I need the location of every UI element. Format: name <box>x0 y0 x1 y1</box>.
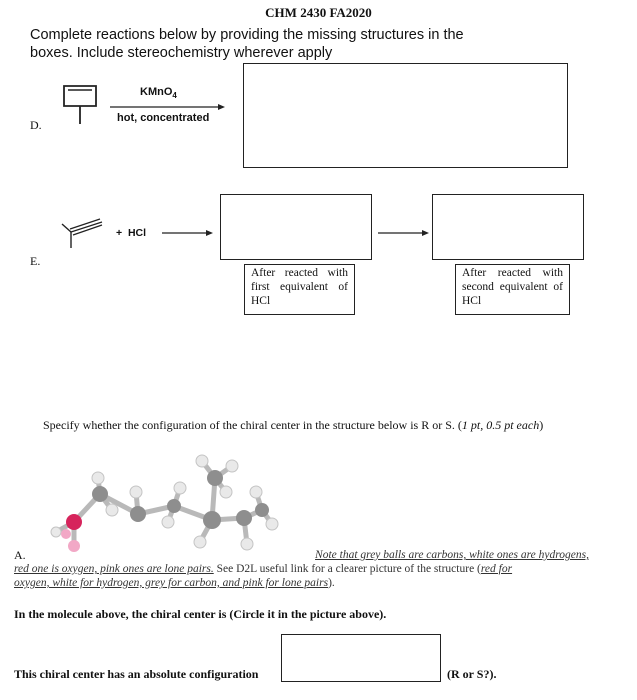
alkyne-structure <box>58 216 108 256</box>
answer-box-e1[interactable] <box>220 194 372 260</box>
carbon-atom[interactable] <box>255 503 269 517</box>
lone-pair[interactable] <box>61 529 71 539</box>
instructions-line-1: Complete reactions below by providing the missing structures in the <box>30 27 464 43</box>
carbon-atom[interactable] <box>236 510 252 526</box>
carbon-atom[interactable] <box>92 486 108 502</box>
molecule-model[interactable] <box>40 448 280 560</box>
reagent-conditions: hot, concentrated <box>117 112 210 124</box>
hydrogen-atom[interactable] <box>226 460 238 472</box>
answer-box-e2[interactable] <box>432 194 584 260</box>
reaction-arrow-e1 <box>160 228 216 238</box>
problem-a-prompt: Specify whether the configuration of the chiral center in the structure below is R or S. (1 pt, 0.5 pt each) <box>43 418 544 432</box>
structure-legend-note: Note that grey balls are carbons, white ones are hydrogens, red one is oxygen, pink ones are lone pairs. See D2L useful link for a clearer picture of the structure (red for oxygen, white for hydrogen, grey for carbon, and pink for lone pairs). <box>14 549 589 589</box>
methylcyclobutene-structure <box>58 80 108 132</box>
course-title: CHM 2430 FA2020 <box>265 5 372 20</box>
note-second-equivalent: After reacted with second equivalent of HCl <box>455 264 570 315</box>
reagent-hcl: + HCl <box>116 227 147 239</box>
instructions-line-2: boxes. Include stereochemistry wherever apply <box>30 45 333 61</box>
configuration-answer-box[interactable] <box>281 634 441 682</box>
hydrogen-atom[interactable] <box>194 536 206 548</box>
hydrogen-atom[interactable] <box>162 516 174 528</box>
hydrogen-atom[interactable] <box>92 472 104 484</box>
hydrogen-atom[interactable] <box>174 482 186 494</box>
configuration-suffix: (R or S?). <box>447 667 497 681</box>
reaction-arrow-e2 <box>376 228 432 238</box>
oxygen-atom[interactable] <box>66 514 82 530</box>
hydrogen-atom[interactable] <box>130 486 142 498</box>
problem-d-label: D. <box>30 118 42 132</box>
chiral-center-statement: In the molecule above, the chiral center is (Circle it in the picture above). <box>14 607 387 621</box>
hydrogen-atom[interactable] <box>51 527 61 537</box>
answer-box-d[interactable] <box>243 63 568 168</box>
hydrogen-atom[interactable] <box>106 504 118 516</box>
hydrogen-atom[interactable] <box>196 455 208 467</box>
hydrogen-atom[interactable] <box>250 486 262 498</box>
problem-a-label: A. <box>14 548 26 562</box>
instructions <box>30 26 464 62</box>
hydrogen-atom[interactable] <box>220 486 232 498</box>
carbon-atom[interactable] <box>130 506 146 522</box>
reagent-kmno4: KMnO$_4$ <box>140 86 177 101</box>
reaction-arrow-d <box>108 102 228 112</box>
note-first-equivalent: After reacted with first equivalent of HCl <box>244 264 355 315</box>
configuration-prefix: This chiral center has an absolute configuration <box>14 667 259 681</box>
carbon-atom[interactable] <box>203 511 221 529</box>
carbon-atom[interactable] <box>167 499 181 513</box>
problem-e-label: E. <box>30 254 41 268</box>
hydrogen-atom[interactable] <box>266 518 278 530</box>
carbon-atom[interactable] <box>207 470 223 486</box>
answer-underline <box>281 681 441 682</box>
